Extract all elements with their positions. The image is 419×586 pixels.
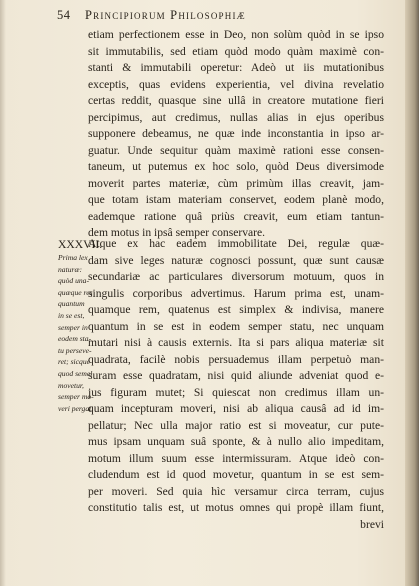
text-line: motum illum suum esse intermissuram. Atque ideò con- [88, 451, 384, 465]
margin-note-line: quæque res [58, 287, 93, 297]
paragraph-1 [88, 27, 384, 242]
text-line: que totam istam materiam conservet, eodem planè modo, [88, 193, 384, 206]
text-line: dem motus in ipsâ semper conservare. [88, 226, 266, 239]
text-line: Atque ex hac eadem immobilitate Dei, regulæ quæ- [88, 237, 384, 250]
paragraph-2 [88, 236, 384, 533]
text-line: dam sive leges naturæ cognosci possunt, quæ sunt causæ [88, 253, 384, 267]
text-line: quadrata, facilè nobis persuademus illam perpetuò man- [88, 352, 384, 366]
text-line: moverit partes materiæ, cùm primùm illas creavit, jam- [88, 176, 384, 190]
text-line: quam incepturam moveri, nisi ab aliqua causâ ad id im- [88, 402, 384, 415]
margin-note-line: eodem sta- [58, 334, 92, 344]
margin-note-line: naturæ: [58, 264, 83, 274]
page-edge-shadow [405, 0, 419, 586]
text-line: cludendum est id quod movetur, quantum in se est sem- [88, 468, 384, 481]
text-line: singulis corporibus advertimus. Harum prima est, unam- [88, 286, 384, 300]
text-line: quantum in se est in eodem semper statu, nec unquam [88, 319, 384, 333]
page-gutter-shadow [0, 0, 6, 586]
page-header [57, 8, 377, 26]
text-line: mus ipsam unquam suâ sponte, & à nullo alio impeditam, [88, 435, 384, 448]
text-line: exceptis, quas evidens experientia, vel divina revelatio [88, 77, 384, 91]
page-number: 54 [57, 8, 71, 22]
running-title: Principiorum Philosophiæ [85, 8, 246, 22]
text-line: eademque ratione quâ priùs creavit, eum etiam tantun- [88, 209, 384, 223]
text-line: percipimus, aut credimus, nullas alias in ejus operibus [88, 110, 384, 124]
text-line: secundariæ ac particulares diversorum motuum, quos in [88, 270, 384, 283]
margin-note-line: semper in [58, 322, 88, 332]
text-line: jus figuram mutet; Si quiescat non credimus illam un- [88, 385, 384, 399]
text-line: pellatur; Nec ulla major ratio est si moveatur, cur pute- [88, 418, 384, 432]
margin-note-line: ret; sicque [58, 357, 90, 367]
text-line: guatur. Unde sequitur quàm maximè rationi esse consen- [88, 143, 384, 157]
margin-note-line: quantum [58, 299, 85, 309]
text-line: sit immutabilis, sed etiam quòd modo quàm maximè con- [88, 44, 384, 58]
margin-note-line: Prima lex [58, 253, 88, 262]
margin-note-line: in se est, [58, 310, 85, 320]
margin-note-line: veri pergat. [58, 403, 94, 413]
text-line: taneum, ut putemus ex hoc solo, quòd Deus diversimode [88, 160, 384, 173]
text-line: mutari nisi à causis externis. Ita si pars aliqua materiæ sit [88, 336, 384, 349]
margin-note-line: movetur, [58, 380, 84, 390]
text-line: suram esse quadratam, nisi quid aliunde adveniat quod e- [88, 369, 384, 382]
text-line: supponere debeamus, ne quæ inde inconstantia in ipso ar- [88, 127, 384, 140]
section-number: XXXVII. [58, 238, 103, 251]
text-line: etiam perfectionem esse in Deo, non solùm quòd in se ipso [88, 28, 384, 41]
margin-note-line: quòd una- [58, 276, 90, 286]
text-line: certas reddit, quasque sine ullâ in creatore mutatione fieri [88, 94, 384, 107]
text-line: per moveri. Sed quia hìc versamur circa terram, cujus [88, 484, 384, 498]
text-line: constitutio talis est, ut motus omnes qui propè illam fiunt, [88, 501, 384, 514]
margin-note-line: quod semel [58, 368, 93, 378]
catchword: brevi [360, 517, 384, 531]
margin-note-line: semper mo- [58, 392, 94, 402]
margin-note-line: tu perseve- [58, 345, 92, 355]
text-line: stanti & immutabili operetur: Adeò ut iis mutationibus [88, 61, 384, 74]
text-line: quamque rem, quatenus est simplex & indivisa, manere [88, 303, 384, 316]
